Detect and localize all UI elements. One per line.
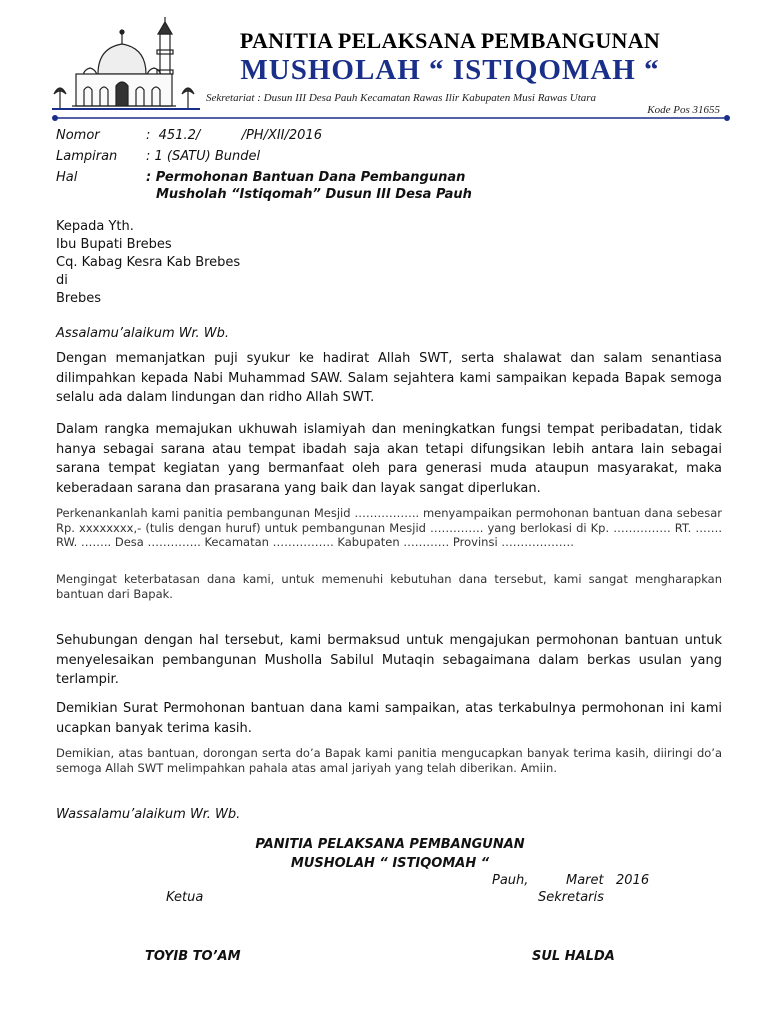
secretary-name: SUL HALDA	[532, 949, 615, 964]
signature-org-line1: PANITIA PELAKSANA PEMBANGUNAN	[255, 837, 525, 852]
recipient-line: di	[56, 273, 68, 288]
greeting: Assalamu’alaikum Wr. Wb.	[56, 326, 230, 341]
hal-label: Hal	[56, 170, 78, 185]
header-divider	[52, 115, 730, 121]
address: Sekretariat : Dusun III Desa Pauh Kecamatan Rawas Ilir Kabupaten Musi Rawas Utara	[206, 92, 597, 104]
nomor-value: : 451.2/ /PH/XII/2016	[146, 128, 322, 143]
paragraph-2: Dalam rangka memajukan ukhuwah islamiyah dan meningkatkan fungsi tempat peribadatan, tidak hanya sebagai sarana atau tempat ibadah saja akan tetapi difungsikan lebih antara lain sebagai sarana tempat kegiatan yang bermanfaat oleh para generasi muda ataupun masyarakat, maka keberadaan sarana dan prasarana yang baik dan layak sangat diperlukan.	[56, 422, 722, 496]
hal-value-line2: Musholah “Istiqomah” Dusun III Desa Pauh	[156, 187, 472, 202]
lampiran-value: : 1 (SATU) Bundel	[146, 149, 261, 164]
paragraph-4: Mengingat keterbatasan dana kami, untuk memenuhi kebutuhan dana tersebut, kami sangat mengharapkan bantuan dari Bapak.	[56, 572, 722, 601]
recipient-line: Brebes	[56, 291, 101, 306]
paragraph-3: Perkenankanlah kami panitia pembangunan Mesjid …………….. menyampaikan permohonan bantuan dana sebesar Rp. xxxxxxxx,- (tulis dengan huruf) untuk pembangunan Mesjid ………….. yang berlokasi di Kp. …………… RT. ……. RW. …….. Desa ………….. Kecamatan ……………. Kabupaten ………… Provinsi ……………….	[56, 506, 722, 549]
paragraph-6: Demikian Surat Permohonan bantuan dana kami sampaikan, atas terkabulnya permohonan ini kami ucapkan banyak terima kasih.	[56, 701, 722, 736]
hal-value-line1: : Permohonan Bantuan Dana Pembangunan	[146, 170, 466, 185]
postal-code: Kode Pos 31655	[647, 104, 720, 116]
mosque-logo	[52, 16, 200, 112]
secretary-title: Sekretaris	[538, 890, 604, 905]
nomor-label: Nomor	[56, 128, 100, 143]
mosque-name: MUSHOLAH “ ISTIQOMAH “	[240, 54, 660, 86]
signature-place: Pauh,	[492, 873, 529, 888]
recipient-line: Kepada Yth.	[56, 219, 134, 234]
recipient-line: Ibu Bupati Brebes	[56, 237, 172, 252]
lampiran-label: Lampiran	[56, 149, 118, 164]
paragraph-7: Demikian, atas bantuan, dorongan serta do’a Bapak kami panitia mengucapkan banyak terima kasih, diiringi do’a semoga Allah SWT melimpahkan pahala atas amal jariyah yang telah diberikan. Amiin.	[56, 746, 722, 775]
signature-org-line2: MUSHOLAH “ ISTIQOMAH “	[290, 856, 490, 871]
paragraph-5: Sehubungan dengan hal tersebut, kami bermaksud untuk mengajukan permohonan bantuan untuk menyelesaikan pembangunan Musholla Sabilul Mutaqin sebagaimana dalam berkas usulan yang terlampir.	[56, 633, 722, 687]
org-title: PANITIA PELAKSANA PEMBANGUNAN	[239, 28, 661, 53]
closing: Wassalamu’alaikum Wr. Wb.	[56, 807, 241, 822]
chair-name: TOYIB TO’AM	[145, 949, 241, 964]
signature-date: Maret 2016	[566, 873, 650, 888]
recipient-block	[56, 218, 240, 308]
paragraph-1: Dengan memanjatkan puji syukur ke hadirat Allah SWT, serta shalawat dan salam senantiasa dilimpahkan kepada Nabi Muhammad SAW. Salam sejahtera kami sampaikan kepada Bapak semoga selalu ada dalam lindungan dan ridho Allah SWT.	[56, 351, 722, 405]
chair-title: Ketua	[166, 890, 204, 905]
recipient-line: Cq. Kabag Kesra Kab Brebes	[56, 255, 241, 270]
